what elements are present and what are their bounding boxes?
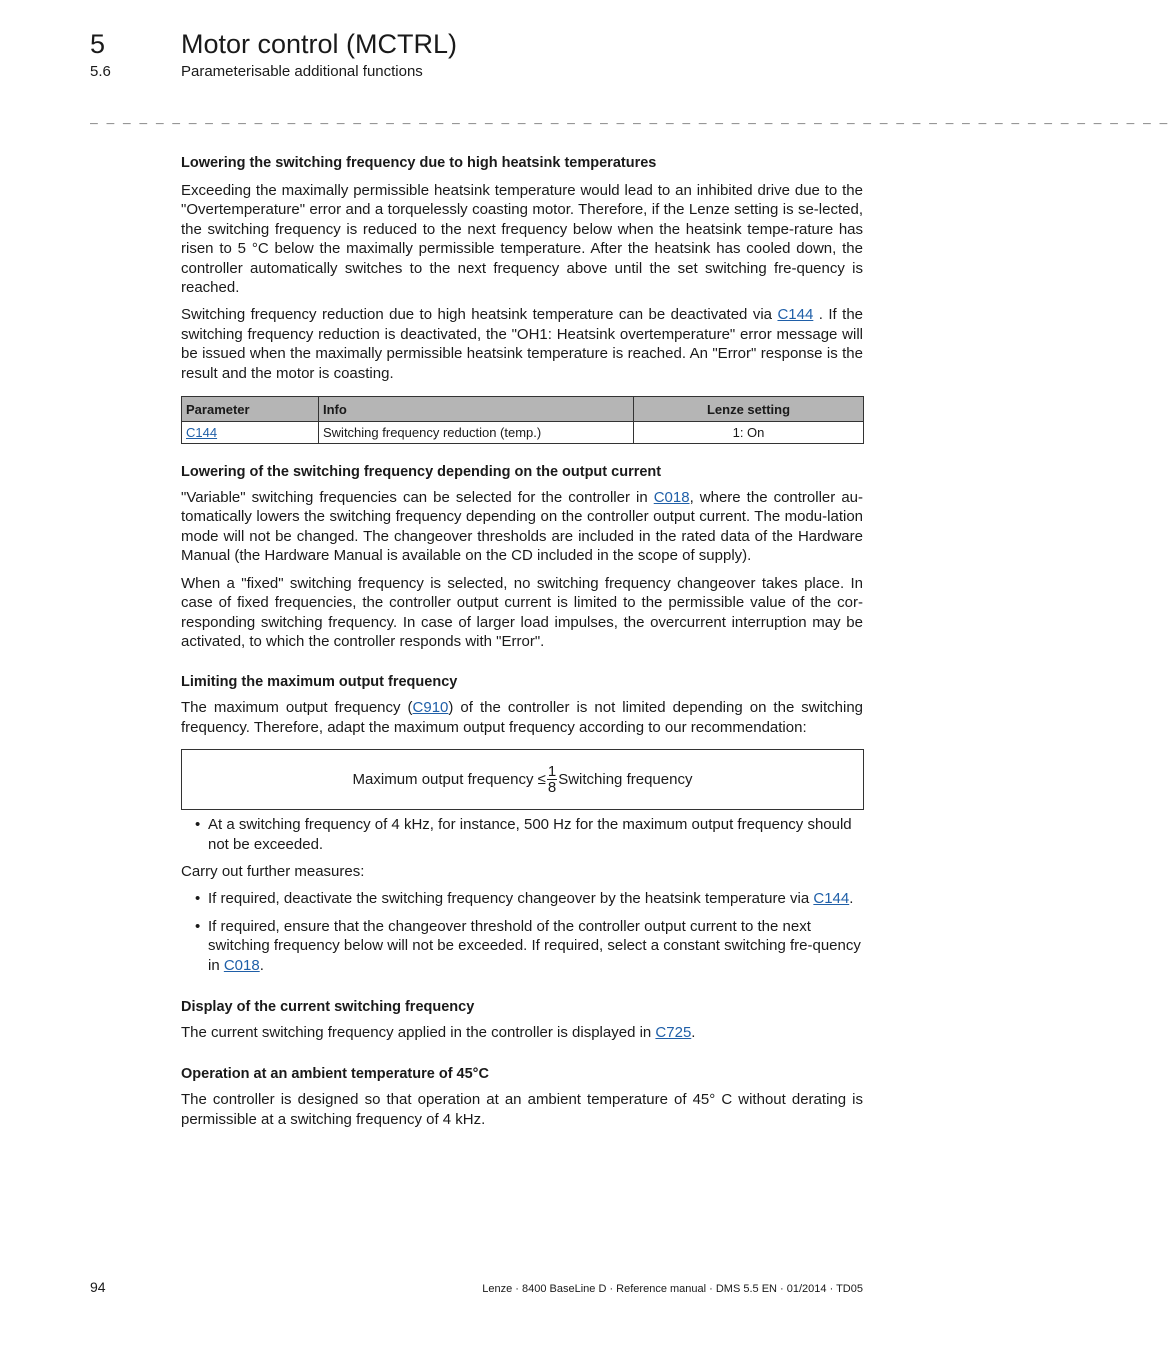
bullet-list-measures bbox=[181, 889, 863, 975]
list-item: • If required, ensure that the changeover threshold of the controller output current to the next switching frequency below will not be exceeded. If required, select a constant switching fre-quency in C018. bbox=[195, 917, 861, 974]
section-title: Parameterisable additional functions bbox=[181, 63, 423, 80]
chapter-title: Motor control (MCTRL) bbox=[181, 29, 458, 59]
table-row bbox=[182, 422, 864, 444]
page-number: 94 bbox=[90, 1279, 106, 1295]
link-c144[interactable]: C144 bbox=[813, 890, 850, 908]
link-c144[interactable]: C144 bbox=[777, 306, 814, 324]
header-rule: _ _ _ _ _ _ _ _ _ _ _ _ _ _ _ _ _ _ _ _ _ _ _ _ _ _ _ _ _ _ _ _ _ _ _ _ _ _ _ _ _ _ _ _ _ _ _ _ _ _ _ _ _ _ _ _ _ _ _ _ _ _ _ _ _ _ bbox=[90, 110, 1168, 125]
list-item: • If required, deactivate the switching frequency changeover by the heatsink temperature via C144. bbox=[195, 890, 854, 908]
paragraph-display-switching-frequency: The current switching frequency applied in the controller is displayed in C725. bbox=[181, 1023, 696, 1041]
heading-heatsink-reduction: Lowering the switching frequency due to high heatsink temperatures bbox=[181, 155, 657, 171]
cell-info: Switching frequency reduction (temp.) bbox=[319, 422, 634, 444]
link-c910[interactable]: C910 bbox=[412, 699, 449, 717]
link-c144[interactable]: C144 bbox=[186, 425, 218, 441]
main-content bbox=[181, 152, 863, 1129]
paragraph-output-current-2: When a "fixed" switching frequency is selected, no switching frequency changeover takes place. In case of fixed frequencies, the controller output current is limited to the permissible value of the cor-responding switching frequency. In case of larger load impulses, the overcurrent interruption may be activated, to which the controller responds with "Error". bbox=[181, 574, 863, 650]
paragraph-output-current-1: "Variable" switching frequencies can be selected for the controller in C018, where the controller au-tomatically lowers the switching frequency depending on the controller output current. The modu-lation mode will not be changed. The changeover thresholds are included in the rated data of the Hardware Manual (the Hardware Manual is available on the CD included in the scope of supply). bbox=[181, 489, 863, 565]
paragraph-further-measures: Carry out further measures: bbox=[181, 862, 365, 880]
fraction-numerator: 1 bbox=[547, 763, 557, 781]
paragraph-heatsink-1: Exceeding the maximally permissible heatsink temperature would lead to an inhibited drive due to the "Overtemperature" error and a torquelessly coasting motor. Therefore, if the Lenze setting is se-lected, the switching frequency is reduced to the next frequency below when the heatsink tempe-rature has risen to 5 °C below the maximally permissible temperature. After the heatsink has cooled down, the controller automatically switches to the next frequency above until the set switching fre-quency is reached. bbox=[181, 182, 863, 297]
link-c018[interactable]: C018 bbox=[653, 489, 690, 507]
heading-display-switching-frequency: Display of the current switching frequency bbox=[181, 998, 475, 1015]
col-header-lenze-setting: Lenze setting bbox=[634, 397, 864, 422]
cell-parameter bbox=[182, 422, 319, 444]
parameter-table bbox=[181, 396, 864, 444]
formula-left: Maximum output frequency ≤ bbox=[352, 771, 546, 789]
list-item: • At a switching frequency of 4 kHz, for instance, 500 Hz for the maximum output frequency should not be exceeded. bbox=[195, 816, 852, 853]
paragraph-heatsink-2: Switching frequency reduction due to high heatsink temperature can be deactivated via C144 . If the switching frequency reduction is deactivated, the "OH1: Heatsink overtemperature" error message will be issued when the maximally permissible heatsink temperature is reached. An "Error" response is the result and the motor is coasting. bbox=[181, 306, 864, 382]
chapter-number: 5 bbox=[90, 29, 106, 59]
formula-box bbox=[181, 749, 864, 810]
bullet-list-example bbox=[181, 815, 863, 854]
section-number: 5.6 bbox=[90, 63, 111, 80]
fraction bbox=[547, 764, 557, 795]
fraction-denominator: 8 bbox=[547, 779, 557, 797]
col-header-parameter: Parameter bbox=[182, 397, 319, 422]
col-header-info: Info bbox=[319, 397, 634, 422]
link-c018[interactable]: C018 bbox=[223, 956, 260, 974]
paragraph-ambient-temperature: The controller is designed so that operation at an ambient temperature of 45° C without derating is permissible at a switching frequency of 4 kHz. bbox=[181, 1091, 863, 1128]
link-c725[interactable]: C725 bbox=[655, 1023, 692, 1041]
cell-lenze-setting: 1: On bbox=[634, 422, 864, 444]
heading-output-current: Lowering of the switching frequency depending on the output current bbox=[181, 464, 662, 481]
footer-reference: Lenze · 8400 BaseLine D · Reference manual · DMS 5.5 EN · 01/2014 · TD05 bbox=[482, 1283, 863, 1295]
heading-ambient-temperature: Operation at an ambient temperature of 45°C bbox=[181, 1066, 489, 1083]
paragraph-max-output-1: The maximum output frequency (C910) of the controller is not limited depending on the switching frequency. Therefore, adapt the maximum output frequency according to our recommendation: bbox=[181, 699, 864, 736]
formula-right: Switching frequency bbox=[558, 771, 693, 789]
heading-max-output-frequency: Limiting the maximum output frequency bbox=[181, 674, 458, 691]
